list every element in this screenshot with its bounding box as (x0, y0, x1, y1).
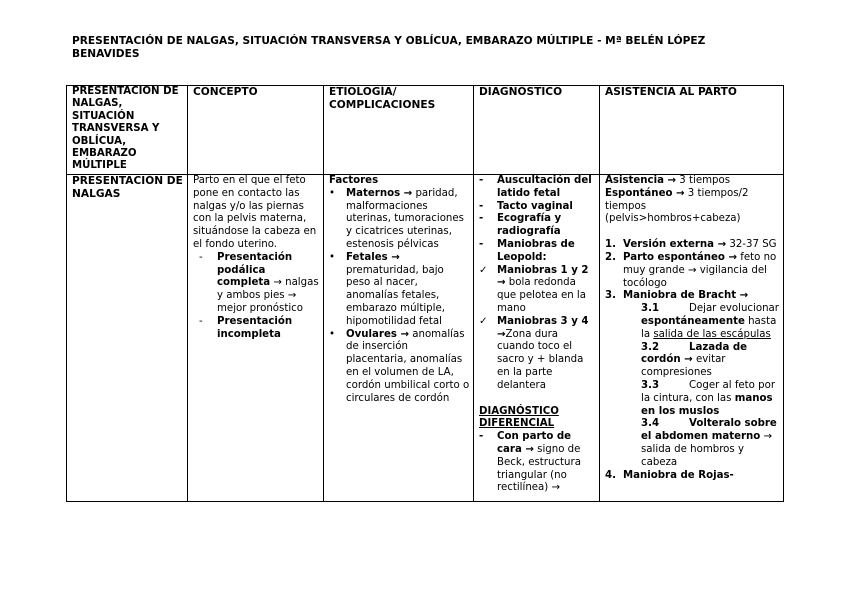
table-header-row (67, 86, 784, 175)
concepto-text: Parto en el que el feto pone en contacto las nalgas y/o las piernas con la pelvis materna, situándose la cabeza en el fondo uterino. (193, 175, 317, 250)
list-item: • Maternos → paridad, malformaciones uterinas, tumoraciones y cicatrices uterinas, estenosis pélvicas (329, 188, 470, 252)
list-item: 3.2 Lazada de cordón → evitar compresiones (641, 341, 748, 379)
header-diagnostico: DIAGNÓSTICO (474, 86, 600, 175)
list-item: ✓ Maniobras 1 y 2 → bola redonda que pelotea en la mano (479, 265, 596, 316)
etiologia-cell (324, 175, 474, 502)
list-item: 3.3 Coger al feto por la cintura, con las manos en los muslos (641, 379, 776, 417)
diferencial-heading: DIAGNÓSTICO DIFERENCIAL (479, 405, 559, 430)
list-item: - Maniobras de Leopold: (479, 239, 596, 265)
list-item: - Con parto de cara → signo de Beck, estructura triangular (no rectilínea) → (479, 431, 596, 495)
list-item: - Tacto vaginal (479, 201, 596, 214)
concepto-cell (188, 175, 324, 502)
row-name-cell (67, 175, 188, 502)
list-item: • Ovulares → anomalías de inserción placentaria, anomalías en el volumen de LA, cordón umbilical corto o circulares de cordón (329, 329, 470, 406)
etiologia-heading: Factores (329, 175, 379, 186)
list-item: 2. Parto espontáneo → feto no muy grande → vigilancia del tocólogo (605, 251, 777, 289)
list-item: 3.4 Volteralo sobre el abdomen materno → salida de hombros y cabeza (641, 418, 777, 468)
list-item: - Presentación podálica completa → nalgas y ambos pies → mejor pronóstico (199, 252, 320, 316)
row-name: PRESENTACIÓN DE NALGAS (72, 175, 183, 200)
document-title: PRESENTACIÓN DE NALGAS, SITUACIÓN TRANSVERSA Y OBLÍCUA, EMBARAZO MÚLTIPLE - Mª BELÉN LÓPEZ BENAVIDES (72, 35, 706, 60)
list-item: • Fetales → prematuridad, bajo peso al nacer, anomalías fetales, embarazo múltiple, hipomotilidad fetal (329, 252, 470, 329)
header-etiologia: ETIOLOGÍA/ COMPLICACIONES (324, 86, 474, 175)
header-asistencia: ASISTENCIA AL PARTO (600, 86, 784, 175)
summary-table (66, 85, 784, 502)
list-item: 4. Maniobra de Rojas- (605, 469, 734, 481)
diagnostico-cell (474, 175, 600, 502)
list-item: 1. Versión externa → 32-37 SG (605, 239, 777, 251)
asistencia-line: Asistencia → 3 tiempos (605, 175, 731, 186)
asistencia-line: Espontáneo → 3 tiempos/2 tiempos (pelvis>hombros+cabeza) (605, 187, 749, 225)
list-item: - Ecografía y radiografía (479, 213, 596, 239)
table-row (67, 175, 784, 502)
list-item: ✓ Maniobras 3 y 4 →Zona dura cuando toco el sacro y + blanda en la parte delantera (479, 316, 596, 393)
asistencia-cell (600, 175, 784, 502)
header-concepto: CONCEPTO (188, 86, 324, 175)
header-topic: PRESENTACIÓN DE NALGAS, SITUACIÓN TRANSVERSA Y OBLÍCUA, EMBARAZO MÚLTIPLE (67, 86, 188, 175)
list-item: - Auscultación del latido fetal (479, 175, 596, 201)
list-item: 3.1 Dejar evolucionar espontáneamente hasta la salida de las escápulas (641, 303, 779, 340)
list-item: 3. Maniobra de Bracht → 3.1 Dejar evolucionar espontáneamente hasta la salida de las escápulas 3.2 Lazada de cordón → evitar compresiones 3.3 Coger al feto por la cintura, con las manos en los muslos 3.4 Volteralo sobre el abdomen materno → salida de hombros y cabeza (605, 290, 779, 468)
list-item: - Presentación incompleta (199, 316, 320, 342)
